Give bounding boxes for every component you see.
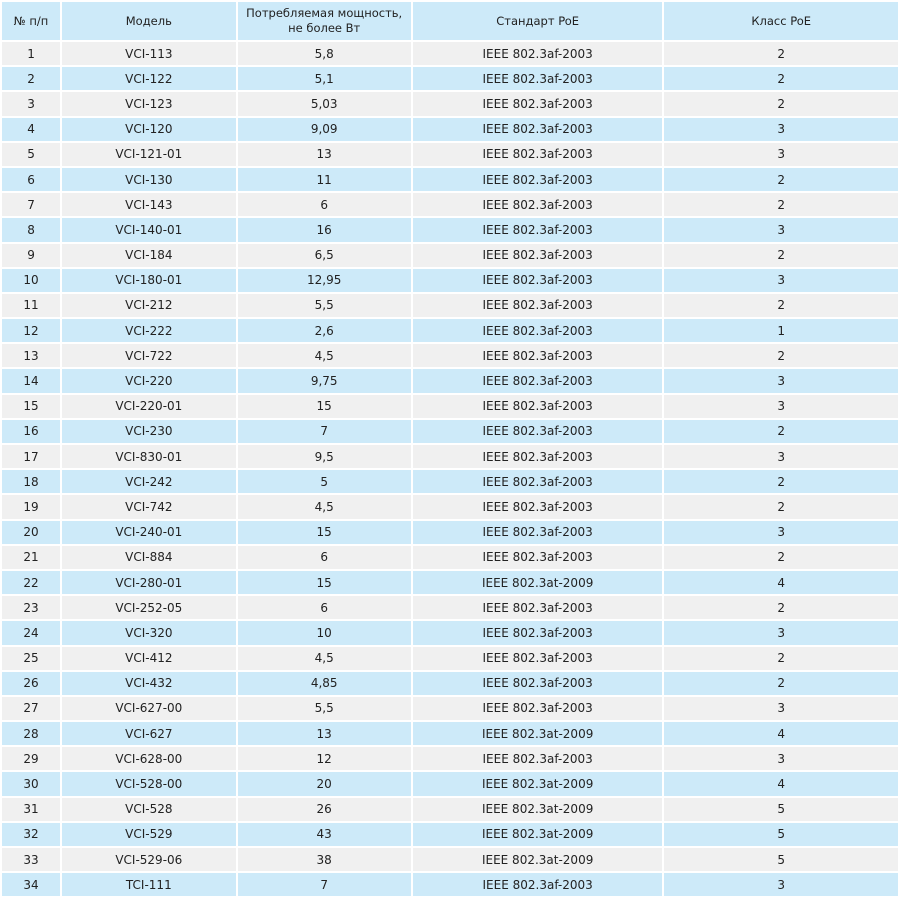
header-cell-standard: Стандарт PoE <box>413 2 663 40</box>
cell-power: 20 <box>238 772 411 795</box>
cell-standard: IEEE 802.3af-2003 <box>413 319 663 342</box>
table-row <box>2 294 898 317</box>
table-row <box>2 420 898 443</box>
table-row <box>2 395 898 418</box>
cell-power: 4,5 <box>238 344 411 367</box>
cell-standard: IEEE 802.3af-2003 <box>413 621 663 644</box>
cell-model: VCI-252-05 <box>62 596 235 619</box>
table-row <box>2 521 898 544</box>
cell-standard: IEEE 802.3af-2003 <box>413 269 663 292</box>
cell-number: 3 <box>2 92 60 115</box>
cell-number: 32 <box>2 823 60 846</box>
table-row <box>2 67 898 90</box>
cell-class: 5 <box>664 823 898 846</box>
cell-number: 28 <box>2 722 60 745</box>
table-row <box>2 168 898 191</box>
table-row <box>2 244 898 267</box>
cell-standard: IEEE 802.3af-2003 <box>413 546 663 569</box>
table-row <box>2 369 898 392</box>
cell-number: 14 <box>2 369 60 392</box>
cell-number: 4 <box>2 118 60 141</box>
cell-power: 15 <box>238 521 411 544</box>
cell-model: VCI-123 <box>62 92 235 115</box>
table-row <box>2 445 898 468</box>
table-row <box>2 470 898 493</box>
cell-number: 19 <box>2 495 60 518</box>
cell-number: 18 <box>2 470 60 493</box>
cell-number: 6 <box>2 168 60 191</box>
cell-model: VCI-280-01 <box>62 571 235 594</box>
cell-number: 27 <box>2 697 60 720</box>
cell-number: 30 <box>2 772 60 795</box>
cell-power: 5 <box>238 470 411 493</box>
cell-number: 17 <box>2 445 60 468</box>
cell-class: 3 <box>664 118 898 141</box>
cell-power: 5,5 <box>238 294 411 317</box>
cell-class: 2 <box>664 420 898 443</box>
cell-power: 26 <box>238 798 411 821</box>
cell-number: 31 <box>2 798 60 821</box>
cell-standard: IEEE 802.3af-2003 <box>413 395 663 418</box>
cell-class: 3 <box>664 143 898 166</box>
cell-number: 21 <box>2 546 60 569</box>
cell-power: 9,09 <box>238 118 411 141</box>
cell-model: VCI-212 <box>62 294 235 317</box>
table-row <box>2 747 898 770</box>
cell-power: 15 <box>238 395 411 418</box>
cell-number: 1 <box>2 42 60 65</box>
cell-number: 7 <box>2 193 60 216</box>
cell-power: 7 <box>238 420 411 443</box>
table-row <box>2 697 898 720</box>
cell-power: 7 <box>238 873 411 896</box>
cell-model: VCI-240-01 <box>62 521 235 544</box>
table-row <box>2 621 898 644</box>
cell-power: 4,85 <box>238 672 411 695</box>
cell-number: 12 <box>2 319 60 342</box>
cell-class: 3 <box>664 747 898 770</box>
cell-class: 2 <box>664 168 898 191</box>
cell-model: VCI-722 <box>62 344 235 367</box>
cell-model: VCI-628-00 <box>62 747 235 770</box>
cell-model: VCI-220-01 <box>62 395 235 418</box>
cell-standard: IEEE 802.3at-2009 <box>413 798 663 821</box>
cell-model: VCI-528-00 <box>62 772 235 795</box>
cell-class: 2 <box>664 42 898 65</box>
cell-class: 2 <box>664 244 898 267</box>
table-row <box>2 344 898 367</box>
cell-model: TCI-111 <box>62 873 235 896</box>
cell-standard: IEEE 802.3at-2009 <box>413 848 663 871</box>
cell-standard: IEEE 802.3at-2009 <box>413 571 663 594</box>
table-row <box>2 118 898 141</box>
cell-power: 12,95 <box>238 269 411 292</box>
cell-standard: IEEE 802.3af-2003 <box>413 596 663 619</box>
cell-power: 4,5 <box>238 495 411 518</box>
cell-class: 4 <box>664 571 898 594</box>
cell-class: 3 <box>664 873 898 896</box>
table-body <box>2 42 898 896</box>
cell-power: 6 <box>238 193 411 216</box>
cell-number: 26 <box>2 672 60 695</box>
cell-standard: IEEE 802.3af-2003 <box>413 495 663 518</box>
cell-class: 2 <box>664 672 898 695</box>
cell-class: 1 <box>664 319 898 342</box>
cell-class: 2 <box>664 344 898 367</box>
cell-power: 6 <box>238 596 411 619</box>
cell-standard: IEEE 802.3at-2009 <box>413 823 663 846</box>
cell-class: 2 <box>664 193 898 216</box>
table-row <box>2 193 898 216</box>
cell-standard: IEEE 802.3af-2003 <box>413 873 663 896</box>
cell-model: VCI-742 <box>62 495 235 518</box>
cell-power: 43 <box>238 823 411 846</box>
cell-class: 3 <box>664 521 898 544</box>
table-row <box>2 92 898 115</box>
cell-class: 4 <box>664 772 898 795</box>
cell-class: 2 <box>664 67 898 90</box>
cell-standard: IEEE 802.3af-2003 <box>413 143 663 166</box>
cell-class: 4 <box>664 722 898 745</box>
cell-class: 2 <box>664 470 898 493</box>
cell-number: 13 <box>2 344 60 367</box>
cell-power: 13 <box>238 722 411 745</box>
cell-standard: IEEE 802.3af-2003 <box>413 244 663 267</box>
header-cell-number: № п/п <box>2 2 60 40</box>
header-cell-class: Класс PoE <box>664 2 898 40</box>
table-row <box>2 596 898 619</box>
cell-model: VCI-180-01 <box>62 269 235 292</box>
cell-model: VCI-120 <box>62 118 235 141</box>
cell-power: 2,6 <box>238 319 411 342</box>
cell-model: VCI-320 <box>62 621 235 644</box>
table-row <box>2 218 898 241</box>
cell-class: 3 <box>664 621 898 644</box>
cell-power: 9,75 <box>238 369 411 392</box>
cell-standard: IEEE 802.3af-2003 <box>413 647 663 670</box>
cell-standard: IEEE 802.3af-2003 <box>413 168 663 191</box>
cell-power: 15 <box>238 571 411 594</box>
cell-power: 12 <box>238 747 411 770</box>
cell-model: VCI-830-01 <box>62 445 235 468</box>
cell-standard: IEEE 802.3af-2003 <box>413 521 663 544</box>
cell-class: 2 <box>664 92 898 115</box>
cell-power: 5,1 <box>238 67 411 90</box>
cell-model: VCI-121-01 <box>62 143 235 166</box>
cell-model: VCI-242 <box>62 470 235 493</box>
table-row <box>2 848 898 871</box>
table-row <box>2 269 898 292</box>
cell-number: 8 <box>2 218 60 241</box>
cell-number: 5 <box>2 143 60 166</box>
cell-number: 16 <box>2 420 60 443</box>
cell-class: 3 <box>664 445 898 468</box>
table-row <box>2 873 898 896</box>
cell-standard: IEEE 802.3af-2003 <box>413 42 663 65</box>
cell-standard: IEEE 802.3af-2003 <box>413 294 663 317</box>
cell-number: 2 <box>2 67 60 90</box>
cell-standard: IEEE 802.3af-2003 <box>413 420 663 443</box>
cell-class: 3 <box>664 218 898 241</box>
cell-class: 5 <box>664 848 898 871</box>
cell-power: 13 <box>238 143 411 166</box>
cell-model: VCI-528 <box>62 798 235 821</box>
cell-number: 20 <box>2 521 60 544</box>
cell-number: 34 <box>2 873 60 896</box>
table-row <box>2 546 898 569</box>
table-row <box>2 798 898 821</box>
table-row <box>2 571 898 594</box>
cell-class: 3 <box>664 369 898 392</box>
cell-power: 5,8 <box>238 42 411 65</box>
cell-standard: IEEE 802.3at-2009 <box>413 722 663 745</box>
cell-standard: IEEE 802.3af-2003 <box>413 369 663 392</box>
cell-class: 2 <box>664 647 898 670</box>
cell-power: 6 <box>238 546 411 569</box>
header-cell-model: Модель <box>62 2 235 40</box>
cell-standard: IEEE 802.3af-2003 <box>413 67 663 90</box>
cell-power: 10 <box>238 621 411 644</box>
table-row <box>2 772 898 795</box>
cell-model: VCI-140-01 <box>62 218 235 241</box>
cell-standard: IEEE 802.3af-2003 <box>413 470 663 493</box>
cell-number: 29 <box>2 747 60 770</box>
cell-standard: IEEE 802.3af-2003 <box>413 445 663 468</box>
cell-standard: IEEE 802.3af-2003 <box>413 344 663 367</box>
table-row <box>2 42 898 65</box>
cell-model: VCI-222 <box>62 319 235 342</box>
cell-model: VCI-627 <box>62 722 235 745</box>
table-row <box>2 143 898 166</box>
cell-class: 2 <box>664 546 898 569</box>
cell-standard: IEEE 802.3af-2003 <box>413 672 663 695</box>
table-row <box>2 672 898 695</box>
cell-class: 5 <box>664 798 898 821</box>
table-row <box>2 722 898 745</box>
cell-model: VCI-122 <box>62 67 235 90</box>
cell-standard: IEEE 802.3af-2003 <box>413 193 663 216</box>
cell-power: 9,5 <box>238 445 411 468</box>
cell-model: VCI-113 <box>62 42 235 65</box>
cell-number: 15 <box>2 395 60 418</box>
cell-standard: IEEE 802.3at-2009 <box>413 772 663 795</box>
cell-number: 22 <box>2 571 60 594</box>
cell-model: VCI-627-00 <box>62 697 235 720</box>
table-row <box>2 319 898 342</box>
table-row <box>2 647 898 670</box>
cell-number: 11 <box>2 294 60 317</box>
table-row <box>2 823 898 846</box>
cell-model: VCI-230 <box>62 420 235 443</box>
cell-class: 3 <box>664 697 898 720</box>
cell-model: VCI-884 <box>62 546 235 569</box>
cell-power: 5,03 <box>238 92 411 115</box>
cell-power: 11 <box>238 168 411 191</box>
cell-standard: IEEE 802.3af-2003 <box>413 118 663 141</box>
cell-number: 25 <box>2 647 60 670</box>
cell-number: 9 <box>2 244 60 267</box>
cell-class: 3 <box>664 395 898 418</box>
cell-number: 10 <box>2 269 60 292</box>
cell-standard: IEEE 802.3af-2003 <box>413 747 663 770</box>
cell-power: 16 <box>238 218 411 241</box>
cell-standard: IEEE 802.3af-2003 <box>413 218 663 241</box>
cell-standard: IEEE 802.3af-2003 <box>413 697 663 720</box>
cell-class: 2 <box>664 495 898 518</box>
cell-model: VCI-529-06 <box>62 848 235 871</box>
cell-model: VCI-412 <box>62 647 235 670</box>
cell-model: VCI-529 <box>62 823 235 846</box>
header-row <box>2 2 898 40</box>
cell-class: 2 <box>664 596 898 619</box>
cell-number: 24 <box>2 621 60 644</box>
cell-model: VCI-432 <box>62 672 235 695</box>
cell-model: VCI-220 <box>62 369 235 392</box>
cell-model: VCI-143 <box>62 193 235 216</box>
table-header <box>2 2 898 40</box>
cell-standard: IEEE 802.3af-2003 <box>413 92 663 115</box>
cell-model: VCI-184 <box>62 244 235 267</box>
cell-power: 38 <box>238 848 411 871</box>
cell-class: 3 <box>664 269 898 292</box>
cell-power: 5,5 <box>238 697 411 720</box>
cell-number: 23 <box>2 596 60 619</box>
cell-number: 33 <box>2 848 60 871</box>
cell-model: VCI-130 <box>62 168 235 191</box>
cell-power: 6,5 <box>238 244 411 267</box>
cell-class: 2 <box>664 294 898 317</box>
cell-power: 4,5 <box>238 647 411 670</box>
header-cell-power: Потребляемая мощность, не более Вт <box>238 2 411 40</box>
table-row <box>2 495 898 518</box>
